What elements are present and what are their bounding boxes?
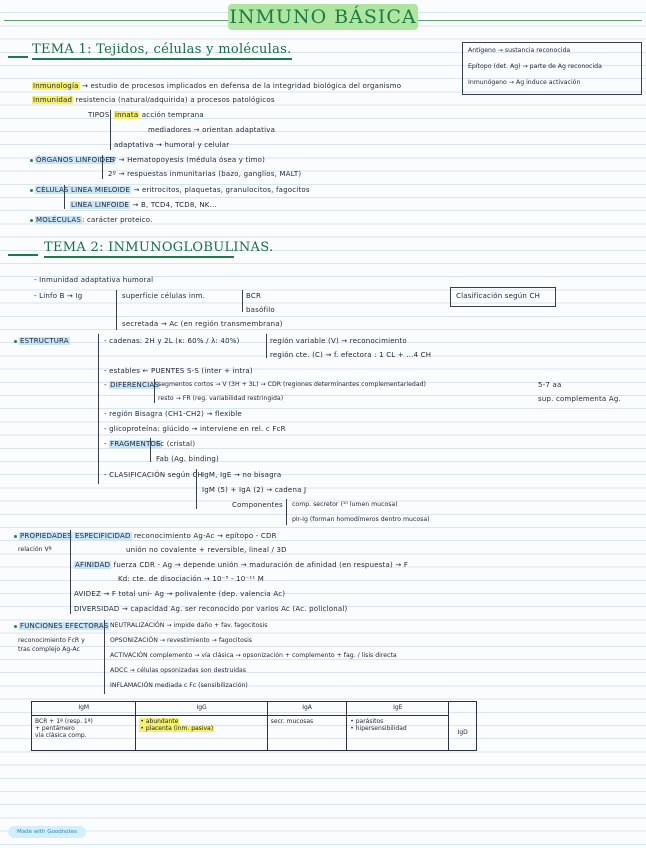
igd-cell: IgD bbox=[449, 716, 477, 751]
bullet-icon bbox=[14, 535, 17, 538]
ige-item: • parásitos bbox=[350, 718, 384, 725]
linfoide-line bbox=[70, 201, 217, 209]
title-rule-right bbox=[418, 20, 642, 21]
innata-text: acción temprana bbox=[141, 111, 204, 119]
moleculas-label: MOLÉCULAS bbox=[36, 216, 81, 224]
table-header: IgE bbox=[347, 702, 449, 716]
celulas-brace bbox=[64, 185, 65, 209]
igg-cell bbox=[136, 716, 267, 751]
igm-item: vía clásica comp. bbox=[35, 732, 87, 739]
mediadores-text: mediadores → orientan adaptativa bbox=[148, 126, 276, 134]
fragmentos-line: - FRAGMENTOS bbox=[104, 440, 161, 448]
especificidad-label: ESPECIFICIDAD bbox=[75, 532, 131, 540]
region-variable: región variable (V) → reconocimiento bbox=[270, 337, 407, 345]
funciones-brace bbox=[104, 620, 105, 694]
func-2: OPSONIZACIÓN → revestimiento → fagocitosis bbox=[110, 637, 253, 644]
igm-cell bbox=[32, 716, 136, 751]
inmunologia-label: Inmunología bbox=[33, 82, 79, 90]
tipos-label: TIPOS bbox=[88, 111, 110, 119]
afinidad-3: Kd: cte. de disociación → 10⁻⁵ - 10⁻¹¹ M bbox=[118, 575, 265, 583]
cadenas: - cadenas: 2H y 2L (κ: 60% / λ: 40%) bbox=[104, 337, 240, 345]
propiedades-brace bbox=[70, 530, 71, 614]
inmunologia-text: → estudio de procesos implicados en defensa de la integridad biológica del organismo bbox=[82, 82, 402, 90]
secretada: secretada → Ac (en región transmembrana) bbox=[122, 320, 283, 328]
innata-line bbox=[114, 111, 204, 119]
ige-item: • hipersensibilidad bbox=[350, 725, 407, 732]
diferencias-1: segmentos cortos → V (3H + 3L) → CDR (regiones determinantes complementariedad) bbox=[158, 381, 426, 388]
box-note-epitopo: Epítopo (det. Ag) → parte de Ag reconocida bbox=[468, 63, 602, 70]
bullet-icon bbox=[30, 159, 33, 162]
inmunidad-humoral: - Inmunidad adaptativa humoral bbox=[34, 276, 154, 284]
clasif-2: IgM (5) + IgA (2) → cadena J bbox=[202, 486, 307, 494]
glicoproteina: - glicoproteína: glúcido → interviene en rel. c FcR bbox=[104, 425, 286, 433]
moleculas-text: : carácter proteico. bbox=[81, 216, 153, 224]
cdr-side: 5-7 aa bbox=[538, 381, 562, 389]
clasificacion-box-text: Clasificación según CH bbox=[456, 292, 541, 300]
fragmentos-brace bbox=[150, 438, 151, 462]
title-rule-left bbox=[4, 20, 228, 21]
clasif-label: - CLASIFICACIÓN según CH bbox=[104, 471, 204, 479]
bullet-icon bbox=[14, 340, 17, 343]
table-header bbox=[449, 702, 477, 716]
igg-item: • placenta (inm. pasiva) bbox=[140, 725, 214, 732]
estructura-line bbox=[14, 337, 70, 345]
igm-item: + pentámero bbox=[35, 725, 75, 732]
superficie: superficie células inm. bbox=[122, 292, 206, 300]
table-header-row bbox=[32, 702, 477, 716]
inmunidad-label: Inmunidad bbox=[33, 96, 73, 104]
fragmentos-label: FRAGMENTOS bbox=[110, 440, 161, 448]
ige-cell bbox=[347, 716, 449, 751]
table-row bbox=[32, 716, 477, 751]
bullet-icon bbox=[14, 625, 17, 628]
afinidad-2: → maduración de afinidad (en respuesta) → F bbox=[240, 561, 409, 569]
table-header: IgG bbox=[136, 702, 267, 716]
cdr-side-2: sup. complementa Ag. bbox=[538, 395, 621, 403]
table-header: IgA bbox=[267, 702, 347, 716]
igg-item: • abundante bbox=[140, 718, 179, 725]
funciones-label: FUNCIONES EFECTORAS bbox=[20, 622, 109, 630]
propiedades-label: PROPIEDADES bbox=[20, 532, 72, 540]
bullet-icon bbox=[30, 219, 33, 222]
tema1-rule-left bbox=[8, 56, 28, 58]
estructura-label: ESTRUCTURA bbox=[20, 337, 69, 345]
inmunidad-line bbox=[32, 96, 275, 104]
func-3: ACTIVACIÓN complemento → vía clásica → opsonización + complemento + fag. / lisis directa bbox=[110, 652, 397, 659]
diferencias-label: DIFERENCIAS bbox=[110, 381, 159, 389]
box-note-inmunogeno: Inmunógeno → Ag induce activación bbox=[468, 79, 581, 86]
inmunidad-text: resistencia (natural/adquirida) a procesos patológicos bbox=[75, 96, 275, 104]
organos-brace bbox=[102, 155, 103, 179]
diferencias-2: resto → FR (reg. variabilidad restringida) bbox=[158, 395, 284, 402]
bullet-icon bbox=[30, 189, 33, 192]
tipos-brace bbox=[110, 110, 111, 150]
relacion-v: relación Vª bbox=[18, 546, 52, 553]
funciones-line bbox=[14, 622, 109, 630]
func-1: NEUTRALIZACIÓN → impide daño + fav. fagocitosis bbox=[110, 622, 268, 629]
comp-2: pIr-Ig (forman homodímeros dentro mucosa) bbox=[292, 516, 430, 523]
table-header: IgM bbox=[32, 702, 136, 716]
mieloide-text: → eritrocitos, plaquetas, granulocitos, fagocitos bbox=[133, 186, 310, 194]
organos-2: 2º → respuestas inmunitarias (bazo, ganglios, MALT) bbox=[108, 170, 302, 178]
inmunologia-line bbox=[32, 82, 401, 90]
estables: - estables ← PUENTES S-S (inter + intra) bbox=[104, 367, 253, 375]
tema2-rule-left bbox=[8, 254, 38, 256]
tema2-heading: TEMA 2: INMUNOGLOBULINAS. bbox=[44, 240, 274, 255]
diferencias-line: - DIFERENCIAS bbox=[104, 381, 159, 389]
moleculas-line bbox=[30, 216, 153, 224]
goodnotes-badge: Made with Goodnotes bbox=[8, 826, 86, 838]
superficie-brace bbox=[242, 290, 243, 312]
linfoide-label: LINEA LINFOIDE bbox=[71, 201, 130, 209]
tema1-heading: TEMA 1: Tejidos, células y moléculas. bbox=[32, 42, 292, 57]
bisagra: - región Bisagra (CH1-CH2) → flexible bbox=[104, 410, 242, 418]
componentes: Componentes bbox=[232, 501, 283, 509]
tema1-underline bbox=[32, 58, 292, 60]
celulas-label: CÉLULAS bbox=[36, 186, 69, 194]
organos-1: 1º → Hematopoyesis (médula ósea y timo) bbox=[108, 156, 266, 164]
bcr: BCR bbox=[246, 292, 262, 300]
innata-label: innata bbox=[115, 111, 139, 119]
adaptativa-text: adaptativa → humoral y celular bbox=[114, 141, 230, 149]
afinidad-label: AFINIDAD bbox=[75, 561, 111, 569]
basofilo: basófilo bbox=[246, 306, 275, 314]
especificidad-1: reconocimiento Ag-Ac → epítopo - CDR bbox=[134, 532, 277, 540]
estructura-brace bbox=[98, 334, 99, 484]
fab: Fab (Ag. binding) bbox=[156, 455, 219, 463]
page-title: INMUNO BÁSICA bbox=[229, 6, 417, 28]
organos-label: ÓRGANOS LINFOIDES bbox=[36, 156, 115, 164]
ig-table bbox=[31, 701, 477, 751]
especificidad-line bbox=[74, 532, 277, 540]
afinidad-1: fuerza CDR - Ag → depende unión bbox=[113, 561, 239, 569]
propiedades-line bbox=[14, 532, 73, 540]
diversidad: DIVERSIDAD → capacidad Ag. ser reconocido por varios Ac (Ac. policlonal) bbox=[74, 605, 348, 613]
func-5: INFLAMACIÓN mediada c Fc (sensibilización) bbox=[110, 682, 248, 689]
comp-1: comp. secretor (¹⁰ lumen mucosa) bbox=[292, 501, 398, 508]
igm-item: BCR + 1ª (resp. 1ª) bbox=[35, 718, 93, 725]
linfo-b: - Linfo B → Ig bbox=[34, 292, 83, 300]
tema2-underline bbox=[44, 256, 234, 258]
mieloide-label: LINEA MIELOIDE bbox=[71, 186, 131, 194]
avidez: AVIDEZ → F total uni- Ag → polivalente (dep. valencia Ac) bbox=[74, 590, 286, 598]
clasif-brace bbox=[196, 469, 197, 509]
afinidad-line bbox=[74, 561, 408, 569]
funciones-side: reconocimiento FcR y tras complejo Ag-Ac bbox=[18, 637, 85, 653]
fc: Fc (cristal) bbox=[156, 440, 196, 448]
box-note-antigeno: Antígeno → sustancia reconocida bbox=[468, 47, 571, 54]
clasif-1: IgM, IgE → no bisagra bbox=[202, 471, 282, 479]
cadenas-brace bbox=[266, 334, 267, 358]
iga-cell: secr. mucosas bbox=[267, 716, 347, 751]
region-cte: región cte. (C) → f. efectora : 1 CL + ...4 CH bbox=[270, 351, 432, 359]
linfoide-text: → B, TCD4, TCD8, NK... bbox=[132, 201, 217, 209]
diferencias-brace bbox=[154, 379, 155, 403]
linfo-brace bbox=[116, 290, 117, 330]
especificidad-2: unión no covalente + reversible, lineal / 3D bbox=[126, 546, 287, 554]
componentes-brace bbox=[286, 499, 287, 525]
mieloide-line bbox=[70, 186, 310, 194]
func-4: ADCC → células opsonizadas son destruidas bbox=[110, 667, 247, 674]
